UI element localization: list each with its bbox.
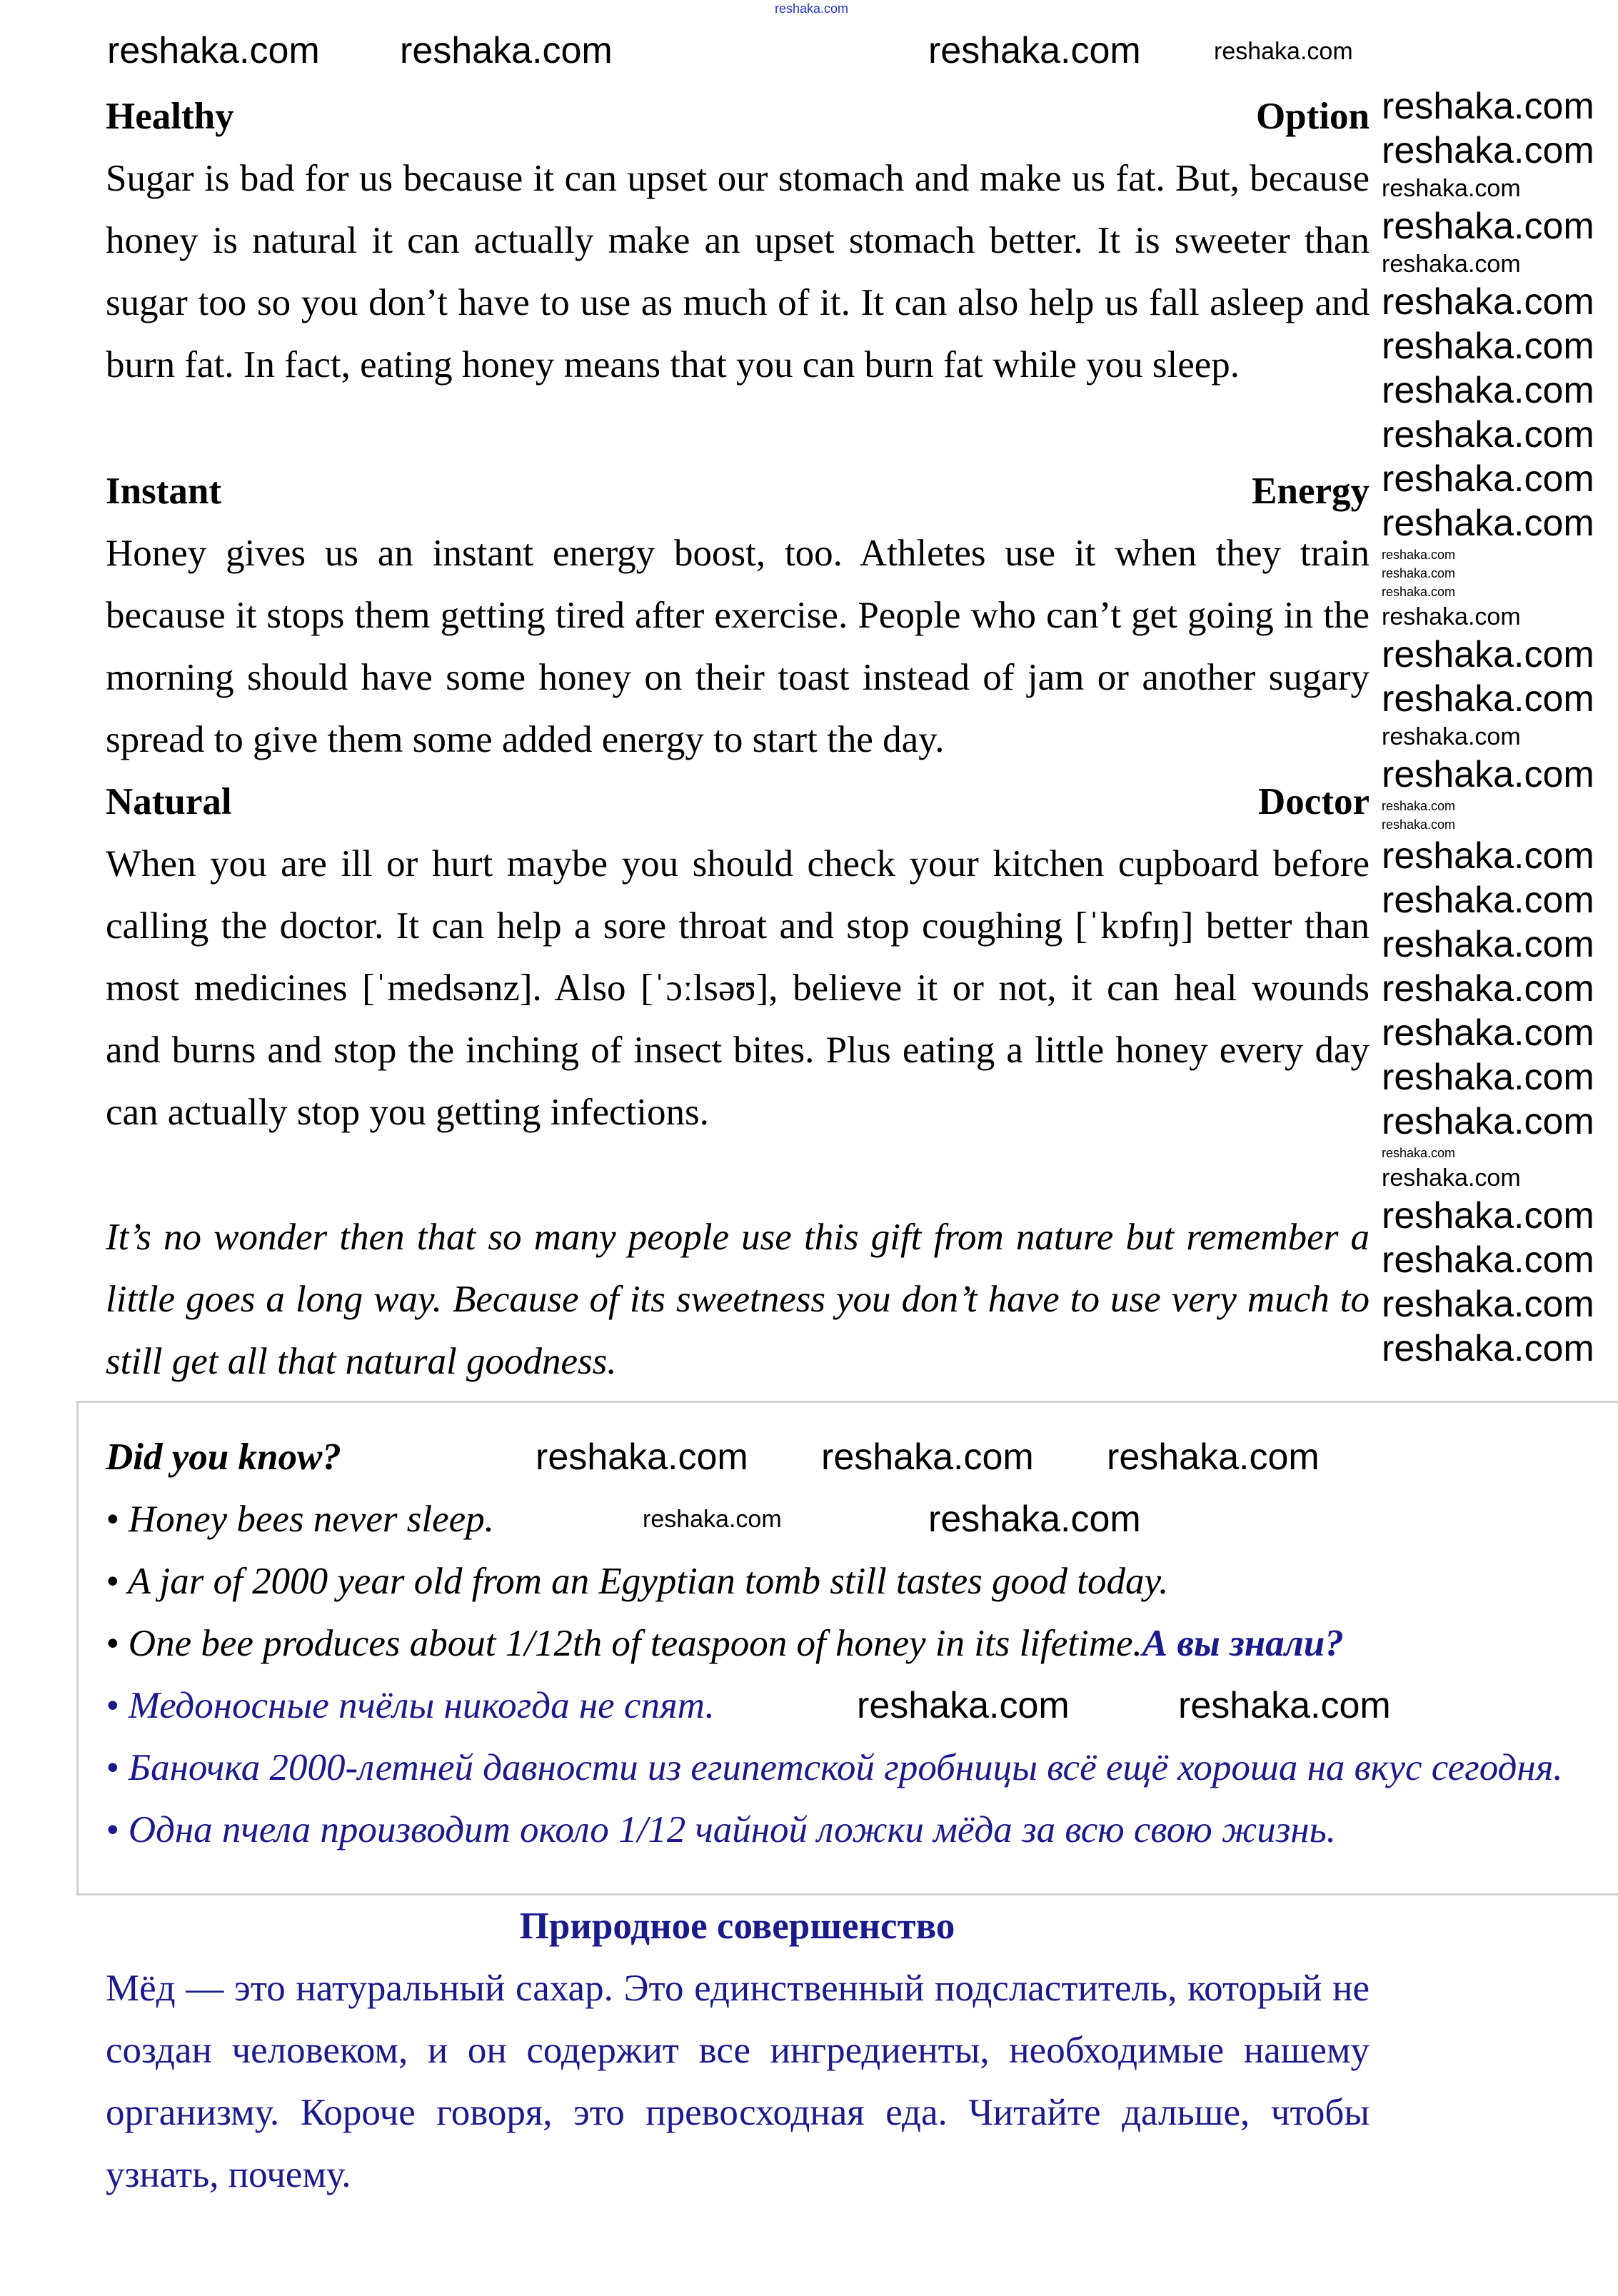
watermark: reshaka.com (1382, 799, 1456, 813)
watermark: reshaka.com (536, 1436, 748, 1478)
watermark: reshaka.com (857, 1685, 1070, 1726)
fact-item (106, 1613, 1344, 1675)
watermark: reshaka.com (1382, 835, 1594, 877)
watermark: reshaka.com (1382, 678, 1594, 720)
watermark: reshaka.com (1382, 634, 1594, 675)
watermark: reshaka.com (1382, 326, 1594, 367)
watermark: reshaka.com (928, 30, 1141, 71)
section-text: When you are ill or hurt maybe you should check your kitchen cupboard before calling the doctor. It can help a sore throat and stop coughing [ˈkɒfɪŋ] better than most medicines [ˈmedsənz]. Also [ˈɔːlsəʊ], believe it or not, it can heal wounds and burns and stop the inching of insect bites. Plus eating a little honey every day can actually stop you getting infections. (106, 843, 1370, 1133)
watermark: reshaka.com (1382, 548, 1456, 562)
ru-fact-item: • Баночка 2000-летней давности из египетской гробницы всё ещё хороша на вкус сегодня. (106, 1747, 1563, 1788)
watermark: reshaka.com (1382, 281, 1594, 323)
watermark: reshaka.com (1214, 38, 1353, 65)
watermark: reshaka.com (1382, 414, 1594, 455)
heading-right: Energy (1252, 470, 1370, 512)
ru-fact-item: • Медоносные пчёлы никогда не спят. (106, 1685, 715, 1726)
section-natural-doctor (106, 771, 1370, 1144)
section-healthy-option (106, 86, 1370, 396)
watermark: reshaka.com (1382, 503, 1594, 544)
watermark: reshaka.com (928, 1499, 1141, 1540)
watermark: reshaka.com (1107, 1436, 1320, 1478)
ru-fact-item: • Одна пчела производит около 1/12 чайной ложки мёда за всю свою жизнь. (106, 1809, 1336, 1851)
watermark: reshaka.com (1382, 603, 1521, 630)
section-text: Honey gives us an instant energy boost, too. Athletes use it when they train because it stops them getting tired after exercise. People who can’t get going in the morning should have some honey on their toast instead of jam or another sugary spread to give them some added energy to start the day. (106, 533, 1370, 760)
watermark: reshaka.com (1382, 1239, 1594, 1281)
watermark: reshaka.com (1382, 1012, 1594, 1054)
watermark: reshaka.com (1382, 924, 1594, 965)
heading-left: Natural (106, 781, 232, 822)
watermark: reshaka.com (1382, 968, 1594, 1009)
watermark: reshaka.com (1382, 1195, 1594, 1237)
fact-item: • Honey bees never sleep. (106, 1499, 494, 1540)
watermark: reshaka.com (1382, 86, 1594, 127)
ru-title: А вы знали? (1142, 1623, 1344, 1664)
heading-left: Healthy (106, 96, 234, 137)
fact-item: • A jar of 2000 year old from an Egyptian tomb still tastes good today. (106, 1561, 1169, 1602)
watermark: reshaka.com (821, 1436, 1034, 1478)
watermark: reshaka.com (1382, 1164, 1521, 1192)
watermark: reshaka.com (1382, 817, 1456, 832)
heading-left: Instant (106, 470, 222, 512)
watermark: reshaka.com (1382, 175, 1521, 202)
watermark: reshaka.com (1382, 458, 1594, 500)
heading-right: Option (1255, 96, 1370, 137)
watermark: reshaka.com (1382, 1328, 1594, 1369)
closing-paragraph: It’s no wonder then that so many people use this gift from nature but remember a little goes a long way. Because of its sweetness you don’t have to use very much to still get all that natural goodness. (106, 1217, 1370, 1382)
ru-section-heading: Природное совершенство (519, 1905, 955, 1947)
watermark: reshaka.com (1382, 566, 1456, 580)
watermark: reshaka.com (107, 30, 320, 71)
watermark: reshaka.com (1382, 251, 1521, 278)
section-text: Sugar is bad for us because it can upset our stomach and make us fat. But, because honey is natural it can actually make an upset stomach better. It is sweeter than sugar too so you don’t have to use as much of it. It can also help us fall asleep and burn fat. In fact, eating honey means that you can burn fat while you sleep. (106, 158, 1370, 386)
top-site-link[interactable]: reshaka.com (775, 1, 849, 16)
watermark: reshaka.com (1382, 585, 1456, 599)
watermark: reshaka.com (1382, 880, 1594, 921)
watermark: reshaka.com (1382, 754, 1594, 795)
watermark: reshaka.com (643, 1506, 782, 1533)
watermark: reshaka.com (1382, 723, 1521, 750)
watermark: reshaka.com (1382, 1057, 1594, 1098)
watermark: reshaka.com (1382, 370, 1594, 411)
watermark: reshaka.com (400, 30, 613, 71)
watermark: reshaka.com (1178, 1685, 1391, 1726)
fact-text: • One bee produces about 1/12th of teaspoon of honey in its lifetime. (106, 1623, 1142, 1664)
watermark: reshaka.com (1382, 130, 1594, 171)
watermark: reshaka.com (1382, 206, 1594, 247)
watermark: reshaka.com (1382, 1101, 1594, 1142)
did-you-know-title: Did you know? (106, 1436, 341, 1478)
watermark: reshaka.com (1382, 1146, 1456, 1160)
ru-section-text: Мёд — это натуральный сахар. Это единственный подсластитель, который не создан человеком, и он содержит все ингредиенты, необходимые нашему организму. Короче говоря, это превосходная еда. Читайте дальше, чтобы узнать, почему. (106, 1968, 1370, 2195)
heading-right: Doctor (1258, 781, 1370, 822)
section-instant-energy (106, 460, 1370, 771)
watermark: reshaka.com (1382, 1284, 1594, 1325)
